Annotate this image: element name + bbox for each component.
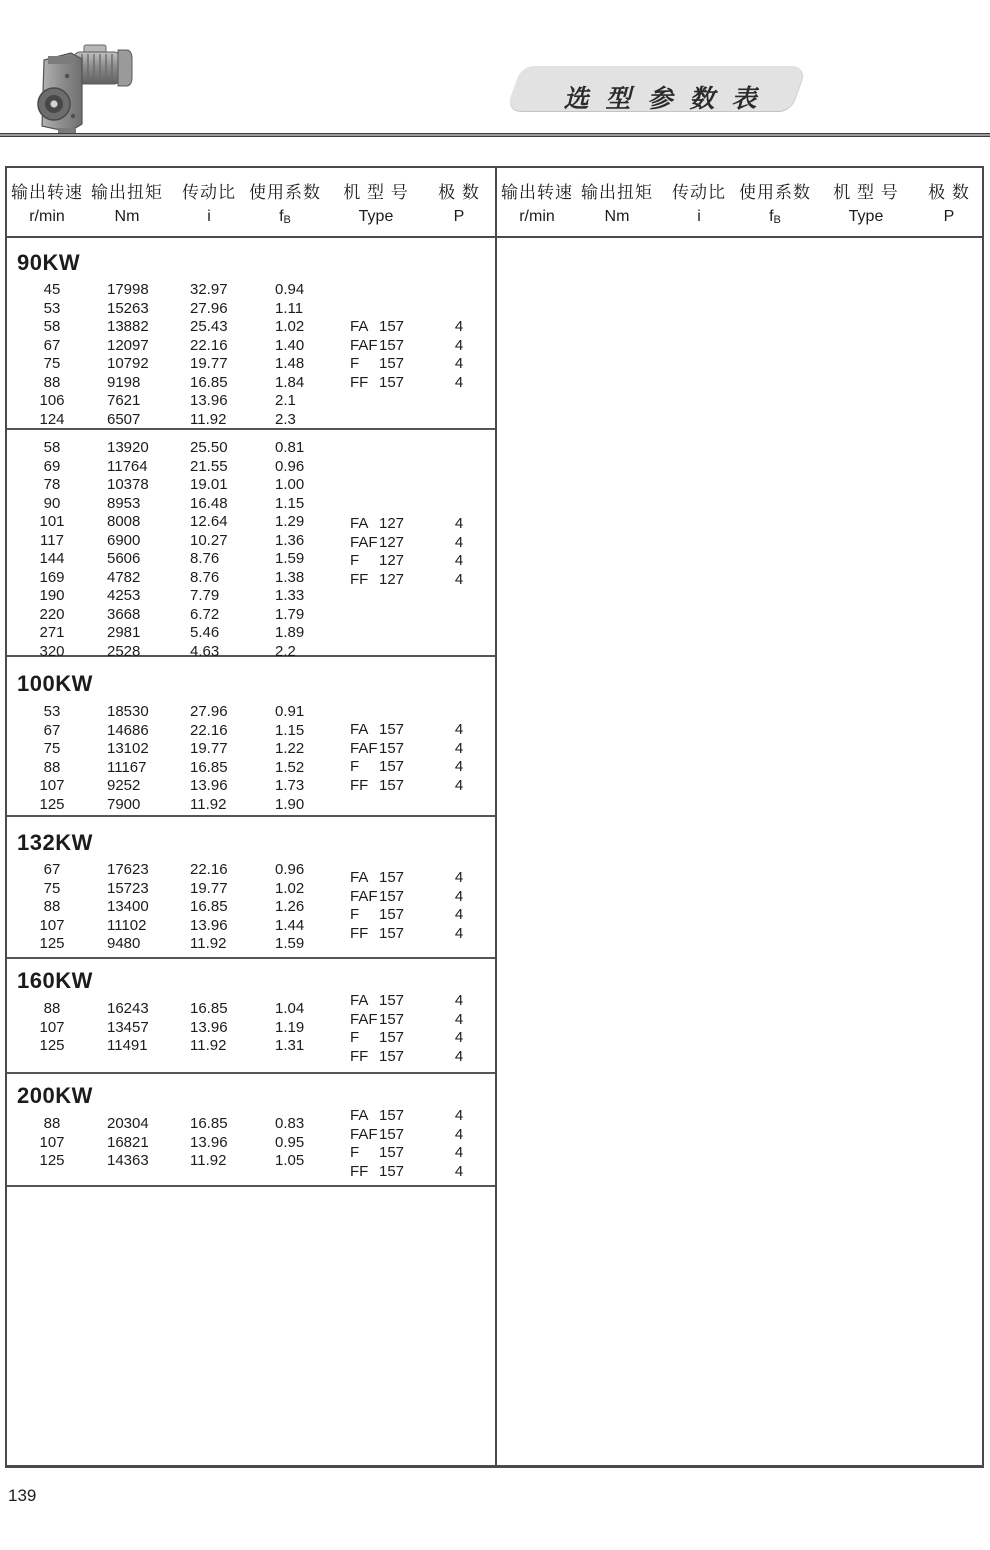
cell-ratio: 11.92	[190, 935, 227, 952]
cell-ratio: 21.55	[190, 457, 228, 475]
cell-torque: 13400	[107, 898, 149, 915]
cell-torque: 2528	[107, 642, 141, 660]
col-header-poles: 极 数 P	[928, 183, 970, 225]
section-separator-line	[7, 1072, 495, 1074]
table-body-right	[497, 238, 982, 1465]
cell-speed: 67	[43, 336, 61, 354]
pole-count: 4	[454, 992, 464, 1009]
pole-count: 4	[454, 721, 464, 738]
section-title: 100KW	[17, 671, 93, 696]
col-header-ratio: 传动比 i	[182, 183, 236, 225]
cell-ratio: 13.96	[190, 392, 228, 409]
section-types	[350, 318, 480, 392]
table-row	[7, 703, 495, 722]
table-row	[7, 281, 495, 300]
cell-service-factor: 1.84	[275, 373, 305, 391]
cell-torque: 15263	[107, 299, 149, 317]
pole-count: 4	[454, 869, 464, 886]
cell-speed: 124	[39, 410, 65, 428]
type-name: FAF	[350, 1010, 378, 1028]
cell-speed: 220	[39, 605, 65, 623]
cell-torque: 20304	[107, 1115, 149, 1132]
cell-ratio: 11.92	[190, 1152, 227, 1169]
cell-speed: 107	[39, 1018, 65, 1036]
type-name: F	[350, 1144, 360, 1161]
type-size: 157	[379, 869, 405, 886]
cell-torque: 4253	[107, 587, 141, 604]
cell-speed: 75	[43, 740, 61, 757]
cell-ratio: 16.85	[190, 758, 228, 776]
cell-ratio: 11.92	[190, 410, 227, 428]
section-separator-line	[7, 815, 495, 817]
cell-service-factor: 1.11	[275, 299, 304, 317]
cell-torque: 12097	[107, 336, 149, 354]
type-name: FA	[350, 1107, 369, 1124]
type-name: F	[350, 1029, 360, 1046]
cell-ratio: 13.96	[190, 1018, 228, 1036]
cell-service-factor: 2.2	[275, 642, 296, 660]
pole-count: 4	[454, 552, 464, 569]
type-size: 157	[379, 906, 405, 923]
cell-service-factor: 1.89	[275, 624, 305, 641]
cell-service-factor: 1.26	[275, 898, 305, 915]
pole-count: 4	[454, 1125, 464, 1143]
cell-ratio: 19.77	[190, 355, 228, 372]
section-separator-line	[7, 1185, 495, 1187]
type-name: F	[350, 758, 360, 775]
cell-torque: 7900	[107, 795, 141, 813]
pole-count: 4	[454, 1047, 464, 1065]
type-size: 157	[379, 1144, 405, 1161]
cell-torque: 4782	[107, 568, 141, 586]
type-row	[350, 355, 480, 374]
type-size: 127	[379, 515, 405, 532]
pole-count: 4	[454, 318, 464, 335]
cell-speed: 58	[43, 439, 61, 456]
cell-torque: 11102	[107, 916, 147, 934]
cell-ratio: 16.85	[190, 1000, 228, 1017]
cell-ratio: 11.92	[190, 795, 227, 813]
cell-speed: 88	[43, 898, 61, 915]
header-rule	[0, 133, 990, 137]
pole-count: 4	[454, 739, 464, 757]
cell-ratio: 13.96	[190, 916, 228, 934]
cell-speed: 107	[39, 777, 65, 794]
cell-torque: 2981	[107, 624, 141, 641]
cell-service-factor: 0.96	[275, 457, 305, 475]
cell-ratio: 12.64	[190, 513, 228, 530]
cell-ratio: 19.77	[190, 879, 228, 897]
cell-ratio: 25.50	[190, 439, 228, 456]
type-row	[350, 1011, 480, 1030]
cell-ratio: 16.48	[190, 494, 228, 512]
cell-ratio: 6.72	[190, 605, 220, 623]
cell-service-factor: 1.59	[275, 550, 305, 567]
type-size: 157	[379, 336, 405, 354]
cell-service-factor: 1.52	[275, 758, 305, 776]
cell-torque: 8953	[107, 494, 141, 512]
section-title: 160KW	[17, 968, 93, 993]
cell-service-factor: 1.79	[275, 605, 305, 623]
cell-ratio: 19.77	[190, 740, 228, 757]
type-size: 157	[379, 318, 405, 335]
cell-speed: 88	[43, 1115, 61, 1132]
cell-ratio: 32.97	[190, 281, 228, 298]
cell-ratio: 27.96	[190, 299, 228, 317]
cell-speed: 107	[39, 1133, 65, 1151]
type-row	[350, 1048, 480, 1067]
cell-speed: 53	[43, 703, 61, 720]
cell-service-factor: 2.1	[275, 392, 296, 409]
col-header-service-factor: 使用系数 fB	[739, 183, 811, 226]
cell-ratio: 16.85	[190, 1115, 228, 1132]
type-row	[350, 777, 480, 796]
cell-speed: 107	[39, 916, 65, 934]
cell-ratio: 8.76	[190, 568, 220, 586]
type-row	[350, 925, 480, 944]
cell-torque: 10792	[107, 355, 149, 372]
col-header-poles: 极 数 P	[438, 183, 480, 225]
type-row	[350, 515, 480, 534]
cell-service-factor: 1.44	[275, 916, 305, 934]
type-size: 157	[379, 1107, 405, 1124]
type-name: F	[350, 355, 360, 372]
cell-ratio: 16.85	[190, 898, 228, 915]
type-row	[350, 337, 480, 356]
table-row	[7, 392, 495, 411]
cell-service-factor: 1.90	[275, 795, 305, 813]
cell-speed: 90	[43, 494, 61, 512]
page-number: 139	[8, 1486, 37, 1505]
type-size: 157	[379, 887, 405, 905]
cell-torque: 7621	[107, 392, 141, 409]
type-size: 157	[379, 1010, 405, 1028]
type-row	[350, 758, 480, 777]
cell-ratio: 13.96	[190, 777, 228, 794]
col-header-service-factor: 使用系数 fB	[249, 183, 321, 226]
table-row	[7, 796, 495, 815]
type-row	[350, 1126, 480, 1145]
cell-service-factor: 1.48	[275, 355, 305, 372]
type-row	[350, 552, 480, 571]
pole-count: 4	[454, 355, 464, 372]
cell-ratio: 10.27	[190, 531, 228, 549]
cell-torque: 14363	[107, 1152, 149, 1169]
pole-count: 4	[454, 1144, 464, 1161]
cell-service-factor: 1.31	[275, 1037, 305, 1054]
type-name: FF	[350, 570, 369, 588]
table-row	[7, 624, 495, 643]
cell-speed: 271	[39, 624, 65, 641]
cell-speed: 45	[43, 281, 61, 298]
cell-speed: 75	[43, 879, 61, 897]
cell-speed: 58	[43, 318, 61, 335]
type-size: 157	[379, 992, 405, 1009]
cell-ratio: 11.92	[190, 1037, 227, 1054]
section-types	[350, 721, 480, 795]
col-header-speed: 输出转速 r/min	[501, 183, 573, 225]
cell-ratio: 7.79	[190, 587, 220, 604]
cell-speed: 320	[39, 642, 65, 660]
type-size: 157	[379, 739, 405, 757]
pole-count: 4	[454, 373, 464, 391]
table-right	[497, 168, 982, 1465]
section-types	[350, 992, 480, 1066]
type-row	[350, 571, 480, 590]
cell-ratio: 22.16	[190, 336, 228, 354]
section-types	[350, 869, 480, 943]
type-name: FAF	[350, 336, 378, 354]
cell-torque: 11167	[107, 758, 147, 776]
cell-speed: 125	[39, 795, 65, 813]
pole-count: 4	[454, 1029, 464, 1046]
type-size: 157	[379, 1162, 405, 1180]
type-row	[350, 888, 480, 907]
cell-torque: 11764	[107, 457, 148, 475]
cell-torque: 13920	[107, 439, 149, 456]
type-name: FF	[350, 924, 369, 942]
type-name: FA	[350, 318, 369, 335]
cell-torque: 14686	[107, 721, 149, 739]
cell-speed: 106	[39, 392, 65, 409]
cell-service-factor: 1.02	[275, 318, 305, 335]
cell-torque: 16821	[107, 1133, 149, 1151]
cell-service-factor: 0.96	[275, 861, 305, 878]
pole-count: 4	[454, 515, 464, 532]
cell-service-factor: 0.83	[275, 1115, 305, 1132]
cell-ratio: 5.46	[190, 624, 220, 641]
cell-ratio: 22.16	[190, 861, 228, 878]
pole-count: 4	[454, 1162, 464, 1180]
cell-ratio: 22.16	[190, 721, 228, 739]
type-name: FAF	[350, 887, 378, 905]
cell-speed: 169	[39, 568, 65, 586]
type-name: FA	[350, 869, 369, 886]
cell-speed: 125	[39, 935, 65, 952]
col-header-type: 机 型 号 Type	[833, 183, 899, 225]
cell-speed: 101	[39, 513, 65, 530]
table-row	[7, 476, 495, 495]
pole-count: 4	[454, 570, 464, 588]
cell-speed: 190	[39, 587, 65, 604]
section-types	[350, 515, 480, 589]
cell-speed: 144	[39, 550, 65, 567]
cell-service-factor: 0.95	[275, 1133, 305, 1151]
pole-count: 4	[454, 336, 464, 354]
table-row	[7, 300, 495, 319]
cell-ratio: 13.96	[190, 1133, 228, 1151]
cell-torque: 13882	[107, 318, 149, 335]
cell-service-factor: 1.29	[275, 513, 305, 530]
cell-service-factor: 1.19	[275, 1018, 305, 1036]
cell-ratio: 8.76	[190, 550, 220, 567]
cell-torque: 10378	[107, 476, 149, 493]
pole-count: 4	[454, 758, 464, 775]
cell-speed: 67	[43, 721, 61, 739]
cell-ratio: 27.96	[190, 703, 228, 720]
type-name: FA	[350, 992, 369, 1009]
cell-service-factor: 0.91	[275, 703, 305, 720]
cell-torque: 13457	[107, 1018, 149, 1036]
type-name: FF	[350, 1162, 369, 1180]
cell-service-factor: 1.40	[275, 336, 305, 354]
cell-torque: 17623	[107, 861, 149, 878]
pole-count: 4	[454, 924, 464, 942]
type-row	[350, 721, 480, 740]
type-row	[350, 906, 480, 925]
cell-service-factor: 1.05	[275, 1152, 305, 1169]
cell-speed: 69	[43, 457, 61, 475]
table-row	[7, 606, 495, 625]
cell-service-factor: 1.15	[275, 494, 305, 512]
type-row	[350, 318, 480, 337]
type-size: 157	[379, 721, 405, 738]
section-separator-line	[7, 957, 495, 959]
type-row	[350, 740, 480, 759]
type-row	[350, 374, 480, 393]
cell-service-factor: 1.04	[275, 1000, 305, 1017]
cell-torque: 3668	[107, 605, 141, 623]
cell-torque: 13102	[107, 740, 149, 757]
type-size: 157	[379, 1047, 405, 1065]
gear-motor-image	[24, 44, 136, 136]
type-size: 157	[379, 355, 405, 372]
type-row	[350, 992, 480, 1011]
table-header-right	[497, 168, 982, 238]
table-body-left	[7, 238, 495, 1465]
cell-torque: 6900	[107, 531, 141, 549]
col-header-ratio: 传动比 i	[672, 183, 726, 225]
table-header-left	[7, 168, 495, 238]
cell-service-factor: 1.38	[275, 568, 305, 586]
cell-torque: 8008	[107, 513, 141, 530]
cell-service-factor: 1.59	[275, 935, 305, 952]
cell-ratio: 16.85	[190, 373, 228, 391]
pole-count: 4	[454, 1107, 464, 1124]
cell-service-factor: 1.22	[275, 740, 305, 757]
type-size: 157	[379, 373, 405, 391]
type-name: FA	[350, 515, 369, 532]
section-types	[350, 1107, 480, 1181]
type-size: 157	[379, 1029, 405, 1046]
type-name: FF	[350, 1047, 369, 1065]
cell-speed: 88	[43, 758, 61, 776]
col-header-speed: 输出转速 r/min	[11, 183, 83, 225]
section-title: 200KW	[17, 1083, 93, 1108]
table-left	[7, 168, 495, 1465]
cell-torque: 5606	[107, 550, 141, 567]
type-size: 127	[379, 570, 405, 588]
type-size: 157	[379, 1125, 405, 1143]
cell-service-factor: 1.15	[275, 721, 305, 739]
cell-service-factor: 1.73	[275, 777, 305, 794]
type-name: FA	[350, 721, 369, 738]
selection-parameter-table	[5, 166, 984, 1468]
cell-speed: 117	[40, 531, 64, 549]
table-row	[7, 439, 495, 458]
cell-torque: 9252	[107, 777, 141, 794]
cell-ratio: 19.01	[190, 476, 228, 493]
cell-torque: 17998	[107, 281, 149, 298]
section-title: 132KW	[17, 830, 93, 855]
table-row	[7, 411, 495, 430]
type-row	[350, 1163, 480, 1182]
cell-speed: 88	[43, 373, 61, 391]
type-row	[350, 1107, 480, 1126]
cell-speed: 125	[39, 1037, 65, 1054]
cell-speed: 53	[43, 299, 61, 317]
cell-service-factor: 0.81	[275, 439, 305, 456]
cell-speed: 67	[43, 861, 61, 878]
type-name: F	[350, 906, 360, 923]
cell-torque: 6507	[107, 410, 141, 428]
cell-speed: 78	[43, 476, 61, 493]
pole-count: 4	[454, 906, 464, 923]
cell-speed: 88	[43, 1000, 61, 1017]
type-name: FF	[350, 373, 369, 391]
cell-service-factor: 2.3	[275, 410, 296, 428]
cell-ratio: 4.63	[190, 642, 220, 660]
section-title: 90KW	[17, 250, 81, 275]
cell-torque: 11491	[107, 1037, 148, 1054]
type-name: FAF	[350, 739, 378, 757]
col-header-type: 机 型 号 Type	[343, 183, 409, 225]
cell-speed: 75	[43, 355, 61, 372]
pole-count: 4	[454, 533, 464, 551]
type-name: FF	[350, 776, 369, 794]
type-size: 157	[379, 758, 405, 775]
col-header-torque: 输出扭矩 Nm	[581, 183, 653, 225]
cell-service-factor: 1.00	[275, 476, 305, 493]
type-name: F	[350, 552, 360, 569]
cell-speed: 125	[39, 1152, 65, 1169]
table-row	[7, 495, 495, 514]
page-title: 选 型 参 数 表	[563, 85, 762, 113]
table-row	[7, 458, 495, 477]
type-row	[350, 1029, 480, 1048]
type-row	[350, 869, 480, 888]
type-row	[350, 534, 480, 553]
cell-torque: 9480	[107, 935, 141, 952]
pole-count: 4	[454, 776, 464, 794]
cell-service-factor: 1.36	[275, 531, 305, 549]
cell-ratio: 25.43	[190, 318, 228, 335]
type-row	[350, 1144, 480, 1163]
type-size: 127	[379, 552, 405, 569]
pole-count: 4	[454, 1010, 464, 1028]
type-size: 157	[379, 776, 405, 794]
cell-service-factor: 0.94	[275, 281, 305, 298]
cell-service-factor: 1.02	[275, 879, 305, 897]
cell-torque: 9198	[107, 373, 141, 391]
cell-service-factor: 1.33	[275, 587, 305, 604]
type-size: 157	[379, 924, 405, 942]
table-row	[7, 643, 495, 662]
cell-torque: 16243	[107, 1000, 149, 1017]
cell-torque: 15723	[107, 879, 149, 897]
cell-torque: 18530	[107, 703, 149, 720]
type-size: 127	[379, 533, 405, 551]
col-header-torque: 输出扭矩 Nm	[91, 183, 163, 225]
type-name: FAF	[350, 533, 378, 551]
table-row	[7, 587, 495, 606]
pole-count: 4	[454, 887, 464, 905]
type-name: FAF	[350, 1125, 378, 1143]
